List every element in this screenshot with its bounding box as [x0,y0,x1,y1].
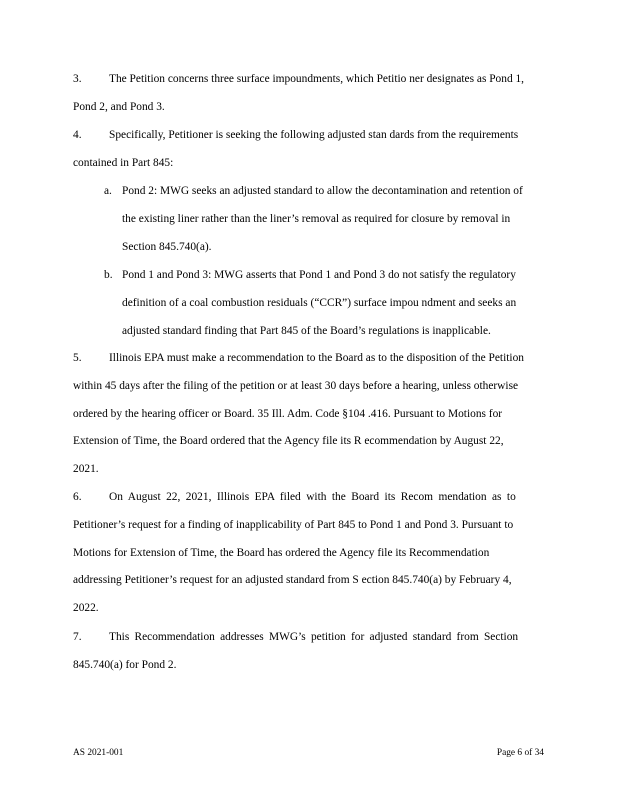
paragraph-7-line-1: 7. This Recommendation addresses MWG’s petition for adjusted standard from Section [73,631,519,643]
paragraph-3-line-1: 3. The Petition concerns three surface impoundments, which Petitio ner designates as Pond 1, [73,73,525,85]
paragraph-5-line-4: Extension of Time, the Board ordered that the Agency file its R ecommendation by August 22, [73,435,504,447]
paragraph-7-line-2: 845.740(a) for Pond 2. [73,659,177,671]
subitem-b-line-2: definition of a coal combustion residuals (“CCR”) surface impou ndment and seeks an [122,297,517,309]
paragraph-4-line-2: contained in Part 845: [73,157,174,169]
paragraph-number: 4. [73,129,82,141]
subitem-a-marker: a. [104,185,112,197]
paragraph-5-line-3: ordered by the hearing officer or Board. 35 Ill. Adm. Code §104 .416. Pursuant to Motions for [73,408,503,420]
subitem-a-line-2: the existing liner rather than the liner’s removal as required for closure by removal in [122,213,511,225]
paragraph-5-line-1: 5. Illinois EPA must make a recommendation to the Board as to the disposition of the Petition [73,352,524,364]
paragraph-6-line-4: addressing Petitioner’s request for an adjusted standard from S ection 845.740(a) by February 4, [73,574,512,586]
paragraph-3-line-2: Pond 2, and Pond 3. [73,101,165,113]
subitem-a-line-1: Pond 2: MWG seeks an adjusted standard to allow the decontamination and retention of [122,185,523,197]
paragraph-number: 5. [73,352,82,364]
subitem-b-line-3: adjusted standard finding that Part 845 of the Board’s regulations is inapplicable. [122,325,491,337]
paragraph-4-line-1: 4. Specifically, Petitioner is seeking the following adjusted stan dards from the requirements [73,129,519,141]
paragraph-number: 6. [73,491,82,503]
paragraph-6-line-3: Motions for Extension of Time, the Board has ordered the Agency file its Recommendation [73,547,490,559]
paragraph-5-line-2: within 45 days after the filing of the petition or at least 30 days before a hearing, unless otherwise [73,380,519,392]
subitem-b-line-1: Pond 1 and Pond 3: MWG asserts that Pond 1 and Pond 3 do not satisfy the regulatory [122,269,516,281]
paragraph-5-line-5: 2021. [73,463,99,475]
footer-page-number: Page 6 of 34 [496,748,544,758]
subitem-b-marker: b. [104,269,113,281]
paragraph-number: 3. [73,73,82,85]
subitem-a-line-3: Section 845.740(a). [122,241,212,253]
paragraph-number: 7. [73,631,82,643]
paragraph-6-line-1: 6. On August 22, 2021, Illinois EPA filed with the Board its Recom mendation as to [73,491,516,503]
footer-docket-number: AS 2021-001 [73,748,124,758]
paragraph-6-line-5: 2022. [73,602,99,614]
paragraph-6-line-2: Petitioner’s request for a finding of inapplicability of Part 845 to Pond 1 and Pond 3. Pursuant to [73,519,514,531]
